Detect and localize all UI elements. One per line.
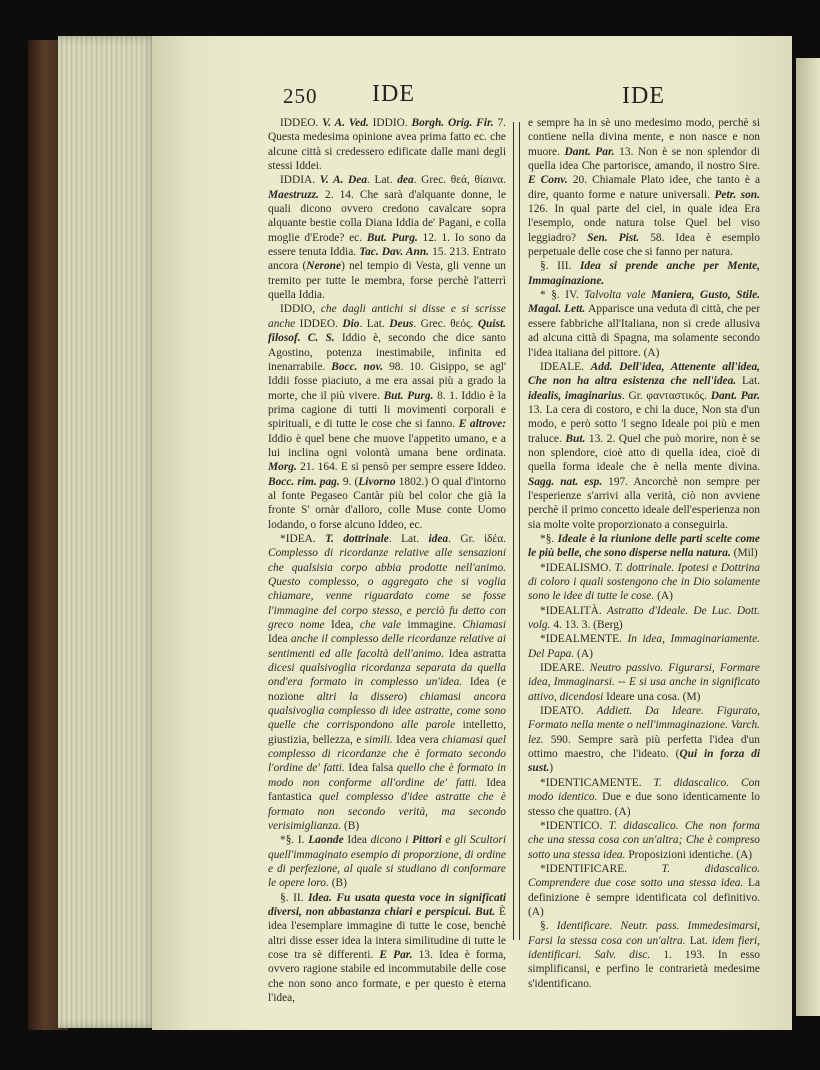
text-run: 1802.) O qual d'intorno al fonte Pegaseo Cantàr più bel color che già la fronte S' ornàr d'alloro, colle Muse conte Uomo lodando, o forse alcuno Iddeo, ec. <box>268 475 506 531</box>
text-run: . Gr. ἰδέα. <box>448 532 507 545</box>
text-run: Add. Dell'idea, Attenente all'idea, Che non ha altra esistenza che nell'idea. <box>528 360 760 388</box>
text-run: idea <box>428 532 449 545</box>
text-run: §. <box>540 920 557 933</box>
text-run: Identificare. Neutr. pass. Immedesimarsi, Farsi la stessa cosa con un'altra. <box>528 920 760 947</box>
text-run: Idea vera <box>396 733 442 746</box>
text-run: Chiamasi <box>462 619 506 632</box>
text-run: anche il complesso delle ricordanze relative ai sentimenti ed alle facoltà dell'animo. <box>268 633 506 660</box>
text-run: La definizione è sempre identificata col definitivo. (A) <box>528 877 760 918</box>
dictionary-entry <box>528 288 760 360</box>
text-run: . Grec. θεά, θίαινα. <box>413 174 506 187</box>
text-run: Borgh. Orig. Fir. <box>411 117 498 129</box>
text-run: Maestruzz. <box>268 188 326 201</box>
left-column <box>268 116 507 1004</box>
text-run: quello che è formato in modo non conforme all'ordine de' fatti. <box>268 762 506 789</box>
text-run: 13. Idea è forma, ovvero ragione stabile ed incommutabile delle cose che non sono anco formate, e per questo è eterna l'idea, <box>268 948 506 1004</box>
text-run: Laonde <box>308 834 348 847</box>
text-run: 1. 193. In esso simplificansi, e perfino le contrarietà medesime s'identificano. <box>528 948 760 990</box>
text-run: (A) <box>577 647 593 660</box>
text-run: 21. 164. E si pensò per sempre essere Iddeo. <box>300 461 506 474</box>
text-run: *IDENTICO. <box>540 819 609 832</box>
text-run: T. didascalico. Comprendere due cose sotto una stessa idea. <box>528 862 760 890</box>
text-run: e sempre ha in sè uno medesimo modo, perchè si contiene nella divina mente, e non nasce e non muore. <box>528 117 760 158</box>
text-run: 13. Non è se non splendor di quella idea Che partorisce, amando, il nostro Sire. <box>528 145 760 173</box>
text-run: But. Purg. <box>383 389 438 402</box>
running-head-right: IDE <box>622 83 665 109</box>
text-run: . Lat. <box>388 532 429 545</box>
dictionary-entry <box>268 173 506 302</box>
text-run: Sagg. nat. esp. <box>528 475 609 488</box>
dictionary-entry <box>268 302 506 532</box>
text-run: IDDEO. <box>280 117 323 129</box>
text-run: ) nel tempio di Vesta, gli venne un tremito per tutte le membra, forse perchè l'atterrì quella Iddia. <box>268 260 506 302</box>
text-run: Qui in forza di sust. <box>528 748 760 775</box>
text-run: E Conv. <box>528 174 573 187</box>
text-run: 58. Idea è esemplo perpetuale delle cose che si fanno per natura. <box>528 231 760 259</box>
dictionary-entry <box>528 532 760 561</box>
text-run: intelletto, giustizia, bellezza, e <box>268 719 506 746</box>
dictionary-entry <box>528 819 760 862</box>
text-run: 13. La cera di costoro, e chi la duce, Non sta d'un modo, e però sotto 'l segno Ideale poi più e men traluce. <box>528 403 760 445</box>
text-run: Idea, <box>331 619 360 632</box>
text-run: 197. Ancorchè non sempre per l'esperienze s'arrivi alla verità, ciò non avviene perchè il primo concetto ideale dell'esperienza non sia molte volte proporzionato a conseguirla. <box>528 475 760 531</box>
text-run: Idea astratta <box>448 647 506 660</box>
text-run: Apparisce una veduta di città, che per essere fabbriche all'Italiana, non si crede allusiva ad alcuna città di Spagna, ma solamente secondo l'idea italiana del pittore. (A) <box>528 303 760 359</box>
text-run: 8. 1. Iddio è la prima cagione di tutti li movimenti corporali e spirituali, e di tutte le cose che si fanno. <box>268 389 506 431</box>
text-run: T. dottrinale <box>325 532 389 545</box>
text-run: V. A. Ved. <box>322 117 373 129</box>
text-run: §. II. <box>280 891 309 904</box>
text-run: Sen. Pist. <box>587 231 651 244</box>
text-run: dicono i <box>370 834 413 847</box>
text-run: (B) <box>331 877 347 890</box>
text-run: §. III. <box>540 260 580 273</box>
text-run: *IDEALMENTE. <box>540 633 628 646</box>
text-run: 126. In qual parte del ciel, in quale idea Era l'esemplo, onde natura tolse Quel bel viso leggiadro? <box>528 203 760 244</box>
text-run: Maniera, Gusto, Stile. Magal. Lett. <box>528 289 761 316</box>
text-run: Ideale è la riunione delle parti scelte come le più belle, che sono disperse nella natura. <box>528 532 760 560</box>
text-run: . Gr. φανταστικός. <box>621 389 711 402</box>
text-run: Due e due sono identicamente lo stesso che quattro. (A) <box>528 791 760 818</box>
text-run: Tac. Dav. Ann. <box>359 246 433 259</box>
dictionary-entry <box>528 776 760 819</box>
text-run: Idea si prende anche per Mente, Immaginazione. <box>528 260 760 287</box>
text-run: T. dottrinale. Ipotesi e Dottrina di coloro i quali sostengono che in Dio solamente sono le idee di tutte le cose. <box>528 561 760 603</box>
text-run: V. A. Dea <box>319 174 368 187</box>
text-run: IDDIO. <box>372 117 412 129</box>
text-run: 9. ( <box>342 475 359 488</box>
text-run: Deus <box>389 317 414 330</box>
text-run: *IDEALISMO. <box>540 561 615 574</box>
text-run: *§. I. <box>280 834 309 847</box>
text-run: Nerone <box>306 260 342 273</box>
text-run: 15. 213. Entrato ancora ( <box>268 246 506 273</box>
page-edges <box>58 36 158 1028</box>
dictionary-entry <box>528 919 760 991</box>
text-run: che dagli antichi si disse e si scrisse anche <box>268 303 506 330</box>
text-run: Lat. <box>741 375 760 388</box>
text-run: ) <box>403 690 420 703</box>
text-run: Bocc. nov. <box>331 360 390 373</box>
text-run: Petr. son. <box>714 188 760 201</box>
text-run: simili. <box>364 733 397 746</box>
text-run: Idea <box>347 834 371 847</box>
text-run: T. didascalico. Con modo identico. <box>528 776 760 804</box>
running-head-left: IDE <box>372 81 415 107</box>
text-run: Dant. Par. <box>710 389 761 402</box>
text-run: E Par. <box>379 948 419 961</box>
text-run: 98. 10. Gisippo, se agl' Iddii fosse piaciuto, a me era assai più a grado la morte, che il più vivere. <box>268 360 507 402</box>
text-run: In idea, Immaginariamente. Del Papa. <box>528 633 761 660</box>
text-run: E altrove: <box>458 418 506 431</box>
text-run: Neutro passivo. Figurarsi, Formare idea, Immaginarsi. -- E si usa anche in significato attivo, dicendosi <box>528 662 760 703</box>
text-run: 590. Sempre sarà più perfetta l'idea d'un ottimo maestro, che l'ideato. ( <box>528 733 761 761</box>
text-run: Talvolta vale <box>584 289 652 302</box>
text-run: chiamasi quel complesso di ricordanze che è formato secondo l'ordine de' fatti. <box>268 733 506 775</box>
text-run: Quist. filosof. C. S. <box>268 317 506 345</box>
page-number: 250 <box>283 84 318 108</box>
text-run: chiamasi ancora qualsivoglia complesso di idee astratte, come sono quelle che corrispondono alle parole <box>268 690 506 732</box>
dictionary-entry <box>528 561 760 604</box>
text-run: Addiett. Da Ideare. Figurato, Formato nella mente o nell'immaginazione. Varch. lez. <box>528 705 760 746</box>
text-run: Lat. <box>689 934 712 947</box>
text-run: Dant. Par. <box>564 145 620 158</box>
text-run: Idea. Fu usata questa voce in significati diversi, non abbastanza chiari e perspicui. But. <box>268 891 506 918</box>
text-run: But. Purg. <box>366 231 423 244</box>
text-run: Bocc. rim. pag. <box>268 475 343 488</box>
dictionary-entry <box>268 891 506 1006</box>
text-run: Iddio è, secondo che dice santo Agostino, potenza inestimabile, infinita ed inenarrabile. <box>268 332 506 373</box>
text-run: *IDEA. <box>280 532 326 545</box>
text-run: (A) <box>657 590 673 603</box>
dictionary-entry <box>528 661 760 704</box>
text-run: altri la dissero <box>316 690 404 703</box>
text-run: Dio <box>342 317 360 330</box>
dictionary-entry <box>268 833 506 890</box>
text-run: dicesi qualsivoglia ricordanza separata da quella ond'era formato in complesso un'idea. <box>268 662 506 689</box>
text-run: . Grec. θεός. <box>413 317 478 330</box>
text-run: 12. 1. Io sono da essere tenuta Iddia. <box>268 231 506 259</box>
text-run: Astratto d'Ideale. De Luc. Dott. volg. <box>528 604 760 632</box>
text-run: . Lat. <box>367 174 398 187</box>
text-run: IDDIO, <box>280 303 321 316</box>
text-run: e gli Scultori quell'immaginato esempio di proporzione, di ordine e di perfezione, al quale si studiano di conformare le opere loro. <box>268 834 506 890</box>
text-run: immagine. <box>407 619 463 632</box>
text-run: idealis, imaginarius <box>528 389 622 402</box>
text-run: IDEARE. <box>540 662 590 675</box>
text-run: (Mil) <box>733 547 758 560</box>
facing-page-edge <box>796 58 820 1016</box>
text-run: . Lat. <box>359 317 390 330</box>
text-run: ) <box>549 762 554 775</box>
text-run: (B) <box>343 819 360 832</box>
text-run: IDDIA. <box>280 174 320 187</box>
text-run: *IDENTIFICARE. <box>540 862 662 875</box>
right-column <box>528 116 761 990</box>
text-run: Idea fantastica <box>268 776 506 804</box>
text-run: che vale <box>359 619 408 632</box>
dictionary-entry <box>528 632 760 661</box>
dictionary-entry <box>528 259 760 288</box>
text-run: IDEALE. <box>540 360 591 373</box>
dictionary-entry <box>528 360 760 532</box>
dictionary-entry <box>268 116 506 173</box>
text-run: T. didascalico. Che non forma che una stessa cosa con un'altra; Che è compreso sotto una stessa idea. <box>528 819 760 861</box>
text-run: 2. 14. Che sarà d'alquante donne, le quali dicono ovvero credono cavalcare sopra alquante bestie colla Diana Iddia de' Pagani, e colla moglie d'Erode? ec. <box>268 188 506 244</box>
dictionary-entry <box>528 116 760 259</box>
text-run: 13. 2. Quel che può morire, non è se non splendore, cioè atto di quella idea, cioè di quella forma ideale che è nella mente divina. <box>528 432 761 474</box>
text-run: Iddio è quel bene che muove l'appetito umano, e a lui inclina ogni volontà umana bene ordinata. <box>268 432 506 459</box>
text-run: But. <box>565 432 589 445</box>
text-run: *IDENTICAMENTE. <box>540 776 654 789</box>
text-run: *IDEALITÀ. <box>540 604 607 617</box>
text-run: quel complesso d'idee astratte che è formato non secondo verità, ma secondo verisimiglianza. <box>268 791 506 832</box>
dictionary-entry <box>528 704 760 776</box>
text-run: 20. Chiamale Plato idee, che tanto è a dire, quanto forme e nature universali. <box>528 174 760 201</box>
text-run: Proposizioni identiche. (A) <box>628 848 753 861</box>
text-run: Livorno <box>358 475 399 488</box>
text-run: IDEATO. <box>540 705 597 718</box>
text-run: * §. IV. <box>540 289 585 302</box>
dictionary-entry <box>528 604 760 633</box>
text-run: *§. <box>540 532 558 545</box>
dictionary-entry <box>528 862 760 919</box>
text-run: IDDEO. <box>299 317 343 330</box>
text-run: Ideare una cosa. (M) <box>606 690 701 703</box>
text-run: Pittori <box>412 834 446 847</box>
text-run: Idea <box>268 633 291 646</box>
column-rule <box>513 122 520 940</box>
text-run: Morg. <box>268 461 301 474</box>
text-run: dea <box>397 174 414 187</box>
text-run: È idea l'esemplare immagine di tutte le cose, benchè altri disse esser idea la intera similitudine di tutte le cose tra sè differenti. <box>268 905 506 961</box>
text-run: Idea (e nozione <box>268 676 507 703</box>
text-run: Idea falsa <box>348 762 397 775</box>
text-run: idem fieri, identificari. Salv. disc. <box>528 934 760 961</box>
text-run: Complesso di ricordanze relative alle sensazioni che qualsisia corpo abbia prodotte nell'animo. Questo complesso, o aggregato che si voglia chiamare, venne riguardato come se fosse l'immagine del corpo stesso, e perciò fu detto con greco nome <box>268 547 506 632</box>
text-run: 4. 13. 3. (Berg) <box>553 619 623 632</box>
text-run: 7. Questa medesima opinione avea prima fatto ec. che alcune città si credessero edificate dalle mani degli stessi Iddei. <box>268 117 506 173</box>
dictionary-entry <box>268 532 506 833</box>
